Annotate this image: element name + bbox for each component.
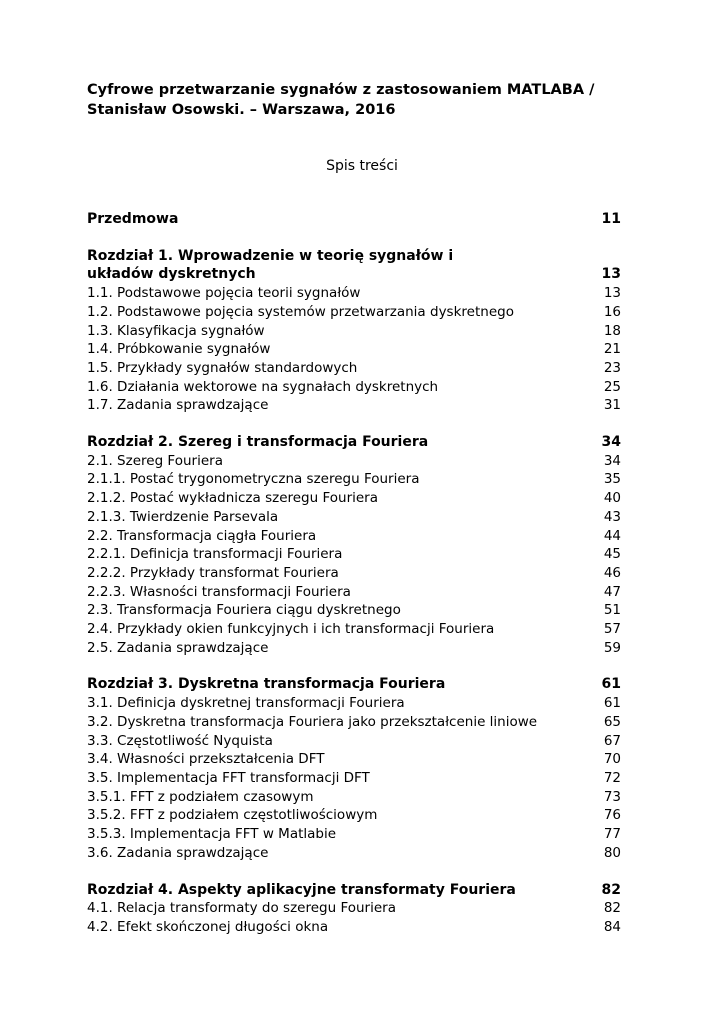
toc-entry-page: 82 — [603, 900, 621, 917]
toc-entry — [87, 694, 621, 713]
toc-entry — [87, 825, 621, 844]
toc-section-chapter-3 — [87, 675, 621, 862]
toc-entry-label: 3.5.3. Implementacja FFT w Matlabie — [87, 826, 337, 843]
toc-entry-label: 2.1. Szereg Fouriera — [87, 452, 223, 469]
toc-entry-page: 31 — [603, 397, 621, 414]
toc-entry — [87, 489, 621, 508]
toc-entry-label: 2.2.2. Przykłady transformat Fouriera — [87, 564, 339, 581]
toc-heading-page: 34 — [601, 434, 621, 451]
toc-heading-label: Rozdział 3. Dyskretna transformacja Fouriera — [87, 676, 446, 693]
toc-entry-page: 61 — [603, 695, 621, 712]
toc-entry — [87, 620, 621, 639]
toc-heading-label: Rozdział 1. Wprowadzenie w teorię sygnałów i układów dyskretnych — [87, 247, 454, 283]
toc-entry-label: 1.1. Podstawowe pojęcia teorii sygnałów — [87, 285, 361, 302]
toc-entry — [87, 769, 621, 788]
toc-entry-page: 23 — [603, 359, 621, 376]
toc-entry-page: 72 — [603, 769, 621, 786]
toc-entry-page: 65 — [603, 713, 621, 730]
toc-entry-label: 3.1. Definicja dyskretnej transformacji Fouriera — [87, 695, 405, 712]
toc-entry — [87, 378, 621, 397]
toc-entry — [87, 601, 621, 620]
toc-entry-label: 1.6. Działania wektorowe na sygnałach dyskretnych — [87, 378, 439, 395]
toc-entry-label: 1.7. Zadania sprawdzające — [87, 397, 269, 414]
toc-entry-page: 40 — [603, 490, 621, 507]
toc-entry — [87, 470, 621, 489]
toc-entry-label: 2.2.3. Własności transformacji Fouriera — [87, 583, 351, 600]
toc-section-chapter-1 — [87, 247, 621, 415]
toc-heading-page: 61 — [601, 676, 621, 693]
toc-heading-label: Przedmowa — [87, 211, 179, 227]
toc-heading-label: Rozdział 4. Aspekty aplikacyjne transformaty Fouriera — [87, 881, 516, 898]
toc-entry-label: 2.2. Transformacja ciągła Fouriera — [87, 527, 317, 544]
toc-entry-label: 3.6. Zadania sprawdzające — [87, 844, 269, 861]
toc-heading — [87, 247, 621, 284]
toc-entry-page: 18 — [603, 322, 621, 339]
toc-entry-page: 73 — [603, 788, 621, 805]
toc-entry — [87, 396, 621, 415]
toc-entry-label: 3.5.2. FFT z podziałem częstotliwościowym — [87, 807, 378, 824]
toc-entry — [87, 452, 621, 471]
toc-entry — [87, 284, 621, 303]
toc-heading-label: Rozdział 2. Szereg i transformacja Fouriera — [87, 434, 429, 451]
toc-entry-page: 45 — [603, 546, 621, 563]
book-title: Cyfrowe przetwarzanie sygnałów z zastosowaniem MATLABA / Stanisław Osowski. – Warszawa, 2016 — [87, 82, 595, 118]
toc-entry — [87, 303, 621, 322]
toc-entry-page: 51 — [603, 602, 621, 619]
toc-heading — [87, 675, 621, 694]
toc-entry — [87, 322, 621, 341]
toc-entry-page: 47 — [603, 583, 621, 600]
toc-entry-label: 1.2. Podstawowe pojęcia systemów przetwarzania dyskretnego — [87, 303, 514, 320]
toc-entry-label: 3.2. Dyskretna transformacja Fouriera jako przekształcenie liniowe — [87, 713, 538, 730]
toc-section-chapter-4 — [87, 881, 621, 937]
toc-entry — [87, 844, 621, 863]
toc-entry-label: 1.5. Przykłady sygnałów standardowych — [87, 359, 358, 376]
toc-entry-page: 46 — [603, 564, 621, 581]
toc-entry-page: 80 — [603, 844, 621, 861]
toc-entry-label: 4.1. Relacja transformaty do szeregu Fouriera — [87, 900, 396, 917]
table-of-contents — [87, 210, 621, 955]
toc-section-preface — [87, 210, 621, 229]
toc-entry-page: 34 — [603, 452, 621, 469]
toc-entry — [87, 713, 621, 732]
toc-entry-page: 70 — [603, 751, 621, 768]
toc-entry-label: 2.2.1. Definicja transformacji Fouriera — [87, 546, 343, 563]
toc-entry-label: 2.3. Transformacja Fouriera ciągu dyskretnego — [87, 602, 401, 619]
toc-entry — [87, 732, 621, 751]
toc-entry — [87, 788, 621, 807]
toc-entry-label: 1.4. Próbkowanie sygnałów — [87, 341, 271, 358]
toc-entry — [87, 583, 621, 602]
toc-entry — [87, 545, 621, 564]
toc-entry-page: 59 — [603, 639, 621, 656]
toc-entry-page: 57 — [603, 621, 621, 638]
toc-entry-page: 35 — [603, 471, 621, 488]
toc-heading — [87, 210, 621, 229]
toc-entry-label: 2.5. Zadania sprawdzające — [87, 639, 269, 656]
toc-section-chapter-2 — [87, 433, 621, 657]
toc-entry — [87, 806, 621, 825]
toc-entry-label: 3.5.1. FFT z podziałem czasowym — [87, 788, 314, 805]
toc-entry-label: 3.4. Własności przekształcenia DFT — [87, 751, 325, 768]
toc-entry-page: 77 — [603, 826, 621, 843]
toc-entry-label: 2.1.1. Postać trygonometryczna szeregu Fouriera — [87, 471, 420, 488]
toc-entry — [87, 564, 621, 583]
toc-entry-page: 67 — [603, 732, 621, 749]
toc-entry-page: 43 — [603, 508, 621, 525]
toc-heading-page: 11 — [601, 211, 621, 227]
toc-entry-label: 2.4. Przykłady okien funkcyjnych i ich transformacji Fouriera — [87, 621, 495, 638]
toc-entry-label: 4.2. Efekt skończonej długości okna — [87, 918, 329, 935]
toc-heading — [87, 433, 621, 452]
toc-entry — [87, 508, 621, 527]
toc-entry-page: 21 — [603, 341, 621, 358]
toc-heading-page: 13 — [601, 266, 621, 283]
toc-title: Spis treści — [326, 158, 398, 174]
toc-heading — [87, 881, 621, 900]
toc-entry — [87, 639, 621, 658]
toc-entry-page: 76 — [603, 807, 621, 824]
toc-entry-label: 2.1.2. Postać wykładnicza szeregu Fouriera — [87, 490, 379, 507]
toc-entry-page: 16 — [603, 303, 621, 320]
toc-entry-page: 25 — [603, 378, 621, 395]
toc-entry-label: 3.3. Częstotliwość Nyquista — [87, 732, 273, 749]
toc-entry — [87, 750, 621, 769]
toc-entry-page: 13 — [603, 285, 621, 302]
toc-entry — [87, 527, 621, 546]
toc-entry-label: 1.3. Klasyfikacja sygnałów — [87, 322, 265, 339]
toc-entry — [87, 899, 621, 918]
toc-entry — [87, 340, 621, 359]
toc-entry-page: 44 — [603, 527, 621, 544]
toc-entry-label: 3.5. Implementacja FFT transformacji DFT — [87, 769, 370, 786]
toc-entry-page: 84 — [603, 918, 621, 935]
toc-entry — [87, 359, 621, 378]
toc-heading-page: 82 — [601, 881, 621, 898]
toc-entry-label: 2.1.3. Twierdzenie Parsevala — [87, 508, 279, 525]
toc-entry — [87, 918, 621, 937]
